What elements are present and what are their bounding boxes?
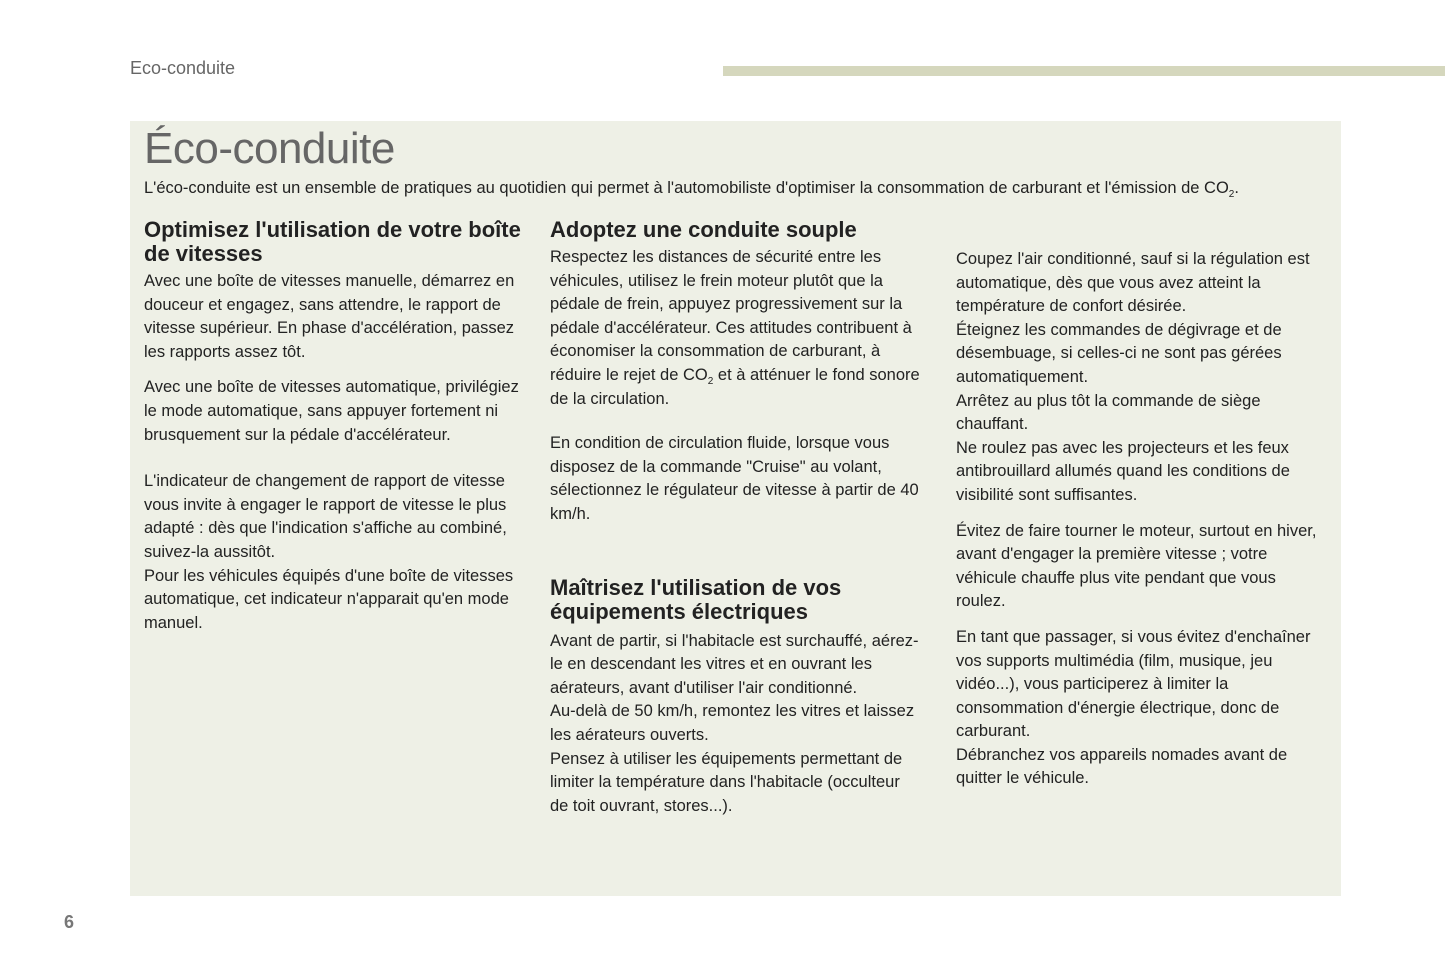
paragraph-indicator-automatic: Pour les véhicules équipés d'une boîte de vitesses automatique, cet indicateur n'apparait qu'en mode manuel.: [144, 566, 514, 632]
paragraph-nomad-devices: Débranchez vos appareils nomades avant de quitter le véhicule.: [956, 745, 1288, 788]
header-rule: [723, 66, 1445, 76]
paragraph-passenger-media: En tant que passager, si vous évitez d'enchaîner vos supports multimédia (film, musique, jeu vidéo...), vous participerez à limiter la consommation d'énergie électrique, donc de carburant.: [956, 627, 1311, 741]
paragraph-automatic-gearbox: Avec une boîte de vitesses automatique, privilégiez le mode automatique, sans appuyer fortement ni brusquement sur la pédale d'accélérateur.: [144, 378, 519, 444]
column-gearbox: [144, 218, 524, 635]
column-smooth-driving: [550, 218, 920, 818]
column-equipment-tips: [956, 248, 1328, 791]
paragraph-cruise-control: En condition de circulation fluide, lorsque vous disposez de la commande "Cruise" au volant, sélectionnez le régulateur de vitesse à partir de 40 km/h.: [550, 434, 919, 523]
paragraph-windows: Au-delà de 50 km/h, remontez les vitres et laissez les aérateurs ouverts.: [550, 702, 915, 744]
intro-end: .: [1234, 179, 1239, 197]
paragraph-defrost: Éteignez les commandes de dégivrage et de désembuage, si celles-ci ne sont pas gérées automatiquement.: [956, 320, 1282, 386]
paragraph-safety-distance-end: et à atténuer le fond sonore de la circulation.: [550, 365, 920, 408]
section-label: Eco-conduite: [130, 58, 236, 78]
heading-smooth-driving: Adoptez une conduite souple: [550, 217, 857, 242]
paragraph-safety-distance: [550, 246, 920, 411]
paragraph-manual-gearbox: Avec une boîte de vitesses manuelle, démarrez en douceur et engagez, sans attendre, le rapport de vitesse supérieur. En phase d'accélération, passez les rapports assez tôt.: [144, 272, 515, 361]
intro-paragraph: [144, 178, 1239, 198]
paragraph-temperature-equipment: Pensez à utiliser les équipements permettant de limiter la température dans l'habitacle (occulteur de toit ouvrant, stores...).: [550, 749, 903, 815]
heading-electrical-equipment: Maîtrisez l'utilisation de vos équipements électriques: [550, 574, 842, 624]
heading-gearbox: Optimisez l'utilisation de votre boîte de vitesses: [144, 217, 521, 266]
paragraph-overheated-cabin: Avant de partir, si l'habitacle est surchauffé, aérez-le en descendant les vitres et en ouvrant les aérateurs, avant d'utiliser l'air conditionné.: [550, 631, 919, 697]
paragraph-headlights: Ne roulez pas avec les projecteurs et les feux antibrouillard allumés quand les conditions de visibilité sont suffisantes.: [956, 438, 1290, 504]
co2-subscript: 2: [707, 375, 714, 387]
page-title: Éco-conduite: [144, 124, 395, 173]
paragraph-gear-indicator: L'indicateur de changement de rapport de vitesse vous invite à engager le rapport de vitesse le plus adapté : dès que l'indication s'affiche au combiné, suivez-la aussitôt.: [144, 472, 507, 561]
paragraph-engine-idle: Évitez de faire tourner le moteur, surtout en hiver, avant d'engager la première vitesse ; votre véhicule chauffe plus vite pendant que vous roulez.: [956, 521, 1317, 611]
paragraph-seat-heating: Arrêtez au plus tôt la commande de siège chauffant.: [956, 391, 1261, 434]
intro-subscript: 2: [1228, 189, 1235, 200]
page-number: 6: [64, 912, 75, 932]
paragraph-safety-distance-text: Respectez les distances de sécurité entre les véhicules, utilisez le frein moteur plutôt que la pédale de frein, appuyez progressivement sur la pédale d'accélérateur. Ces attitudes contribuent à économiser la consommation de carburant, à réduire le rejet de CO: [550, 248, 912, 384]
paragraph-air-conditioning: Coupez l'air conditionné, sauf si la régulation est automatique, dès que vous avez atteint la température de confort désirée.: [956, 250, 1310, 316]
intro-text: L'éco-conduite est un ensemble de pratiques au quotidien qui permet à l'automobiliste d'optimiser la consommation de carburant et l'émission de CO: [144, 179, 1229, 197]
